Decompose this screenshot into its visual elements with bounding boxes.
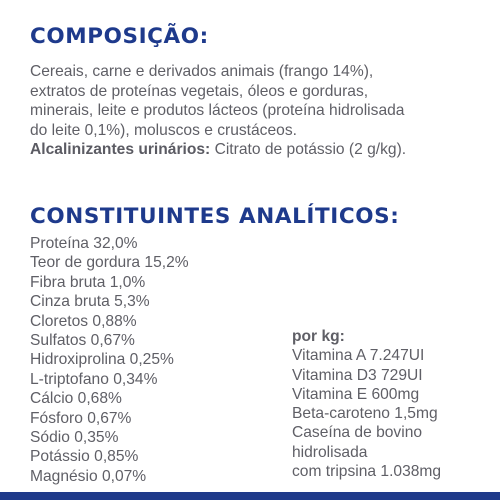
- vitamins-per-kg-header: por kg:: [292, 328, 345, 345]
- urinary-alkalinizers-label: Alcalinizantes urinários:: [30, 141, 211, 159]
- constituent-item: Magnésio 0,07%: [30, 467, 147, 485]
- vitamin-item: Caseína de bovino: [292, 424, 423, 442]
- urinary-alkalinizers-value: Citrato de potássio (2 g/kg).: [210, 141, 407, 159]
- vitamin-item: Vitamina D3 729UI: [292, 366, 423, 384]
- constituent-item: Teor de gordura 15,2%: [30, 254, 189, 272]
- vitamins-list: [292, 327, 441, 481]
- constituent-item: Cloretos 0,88%: [30, 312, 137, 330]
- composition-text: [30, 62, 490, 160]
- composition-line: extratos de proteínas vegetais, óleos e gorduras,: [30, 82, 369, 100]
- constituent-item: Potássio 0,85%: [30, 448, 139, 466]
- analytical-constituents-heading: CONSTITUINTES ANALÍTICOS:: [30, 204, 400, 229]
- constituent-item: L-triptofano 0,34%: [30, 370, 158, 388]
- constituent-item: Hidroxiprolina 0,25%: [30, 351, 174, 369]
- vitamin-item: com tripsina 1.038mg: [292, 463, 442, 481]
- vitamin-item: Beta-caroteno 1,5mg: [292, 405, 438, 423]
- analytical-constituents-list: [30, 234, 189, 486]
- constituent-item: Sulfatos 0,67%: [30, 332, 135, 350]
- vitamin-item: Vitamina A 7.247UI: [292, 347, 425, 365]
- constituent-item: Cálcio 0,68%: [30, 390, 122, 408]
- vitamin-item: hidrolisada: [292, 443, 368, 461]
- constituent-item: Proteína 32,0%: [30, 235, 138, 252]
- constituent-item: Sódio 0,35%: [30, 429, 119, 447]
- vitamin-item: Vitamina E 600mg: [292, 385, 420, 403]
- constituent-item: Fósforo 0,67%: [30, 409, 132, 427]
- composition-line: do leite 0,1%), moluscos e crustáceos.: [30, 121, 297, 139]
- composition-heading: COMPOSIÇÃO:: [30, 24, 209, 49]
- composition-line: minerais, leite e produtos lácteos (proteína hidrolisada: [30, 102, 405, 120]
- constituent-item: Cinza bruta 5,3%: [30, 293, 150, 311]
- bottom-brand-bar: [0, 492, 500, 500]
- constituent-item: Fibra bruta 1,0%: [30, 273, 146, 291]
- urinary-alkalinizers-line: [30, 140, 490, 160]
- composition-line: Cereais, carne e derivados animais (frango 14%),: [30, 63, 374, 80]
